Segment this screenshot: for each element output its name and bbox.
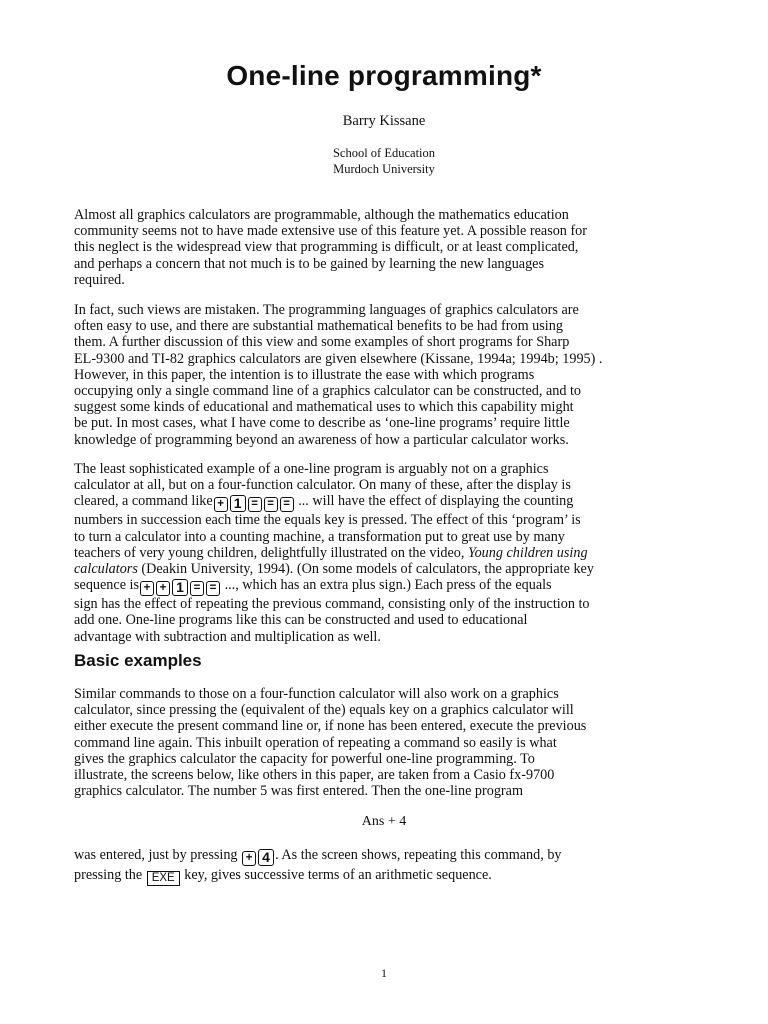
video-title: Young children using <box>468 544 588 561</box>
text-line: numbers in succession each time the equals key is pressed. The effect of this ‘program’ is <box>74 512 581 529</box>
paper-title: One-line programming* <box>226 60 542 91</box>
text-line: this neglect is the widespread view that programming is difficult, or at least complicated, <box>74 239 579 256</box>
paragraph-intro <box>74 207 700 288</box>
inline-text: pressing the <box>74 867 146 883</box>
text-line: be put. In most cases, what I have come to describe as ‘one-line programs’ require little <box>74 415 570 432</box>
inline-text: (Deakin University, 1994). (On some models of calculators, the appropriate key <box>137 561 594 578</box>
paragraph-views <box>74 302 700 448</box>
text-line: knowledge of programming beyond an awareness of how a particular calculator works. <box>74 431 569 448</box>
text-line: graphics calculator. The number 5 was first entered. Then the one-line program <box>74 783 523 800</box>
equals-key: = <box>206 581 220 596</box>
plus-key: + <box>214 497 228 512</box>
exe-key: EXE <box>147 871 180 886</box>
text-line-with-keys <box>74 577 700 596</box>
text-line: Almost all graphics calculators are programmable, although the mathematics education <box>74 207 569 223</box>
text-line: calculator at all, but on a four-function calculator. On many of these, after the display is <box>74 477 571 494</box>
affiliation-line: School of Education <box>332 146 436 160</box>
text-line: Similar commands to those on a four-function calculator will also work on a graphics <box>74 686 559 702</box>
plus-key: + <box>156 581 170 596</box>
inline-text: sequence is <box>74 577 140 594</box>
text-line: community seems not to have made extensive use of this feature yet. A possible reason for <box>74 223 587 240</box>
plus-key: + <box>242 851 256 866</box>
four-key: 4 <box>258 849 274 866</box>
text-line: advantage with subtraction and multiplication as well. <box>74 628 381 645</box>
video-title: calculators <box>74 561 138 578</box>
inline-text: teachers of very young children, delightfully illustrated on the video, <box>74 544 468 561</box>
text-line: In fact, such views are mistaken. The programming languages of graphics calculators are <box>74 302 579 318</box>
paragraph-ans <box>74 846 700 886</box>
author-name: Barry Kissane <box>342 113 426 129</box>
inline-text: ... will have the effect of displaying the counting <box>294 493 574 510</box>
text-line <box>74 545 700 561</box>
text-line: sign has the effect of repeating the previous command, consisting only of the instruction to <box>74 596 590 613</box>
text-line: either execute the present command line or, if none has been entered, execute the previous <box>74 718 587 735</box>
text-line: gives the graphics calculator the capacity for powerful one-line programming. To <box>74 750 535 767</box>
text-line: them. A further discussion of this view and some examples of short programs for Sharp <box>74 334 570 351</box>
equals-key: = <box>248 497 262 512</box>
text-line: However, in this paper, the intention is to illustrate the ease with which programs <box>74 366 535 383</box>
text-line: and perhaps a concern that not much is to be gained by learning the new languages <box>74 255 545 272</box>
inline-text: ..., which has an extra plus sign.) Each press of the equals <box>221 577 552 594</box>
plus-key: + <box>140 581 154 596</box>
text-line: The least sophisticated example of a one-line program is arguably not on a graphics <box>74 461 549 477</box>
text-line <box>74 561 700 577</box>
text-line: occupying only a single command line of a graphics calculator can be constructed, and to <box>74 383 582 400</box>
text-line: add one. One-line programs like this can be constructed and used to educational <box>74 612 528 629</box>
equals-key: = <box>264 497 278 512</box>
text-line: suggest some kinds of educational and mathematical uses to which this capability might <box>74 399 574 416</box>
affiliation-line: Murdoch University <box>333 162 435 176</box>
inline-text: . As the screen shows, repeating this command, by <box>275 847 562 863</box>
equals-key: = <box>280 497 294 512</box>
text-line: often easy to use, and there are substantial mathematical benefits to be had from using <box>74 318 563 335</box>
affiliation <box>0 145 768 177</box>
one-key: 1 <box>230 495 246 512</box>
text-line: EL-9300 and TI-82 graphics calculators are given elsewhere (Kissane, 1994a; 1994b; 1995) . <box>74 350 603 367</box>
text-line-with-keys <box>74 846 700 866</box>
inline-text: was entered, just by pressing <box>74 847 242 863</box>
text-line: calculator, since pressing the (equivalent of the) equals key on a graphics calculator will <box>74 702 574 719</box>
text-line: to turn a calculator into a counting machine, a transformation put to great use by many <box>74 528 565 545</box>
text-line-with-keys <box>74 866 700 886</box>
one-key: 1 <box>172 579 188 596</box>
text-line: illustrate, the screens below, like others in this paper, are taken from a Casio fx-9700 <box>74 767 555 784</box>
text-line: required. <box>74 271 125 288</box>
text-line: command line again. This inbuilt operation of repeating a command so easily is what <box>74 734 557 751</box>
paragraph-four-function <box>74 461 700 645</box>
inline-text: cleared, a command like <box>74 493 213 510</box>
section-heading: Basic examples <box>74 651 202 670</box>
program-formula: Ans + 4 <box>361 814 407 829</box>
text-line-with-keys <box>74 493 700 512</box>
paragraph-basic-examples <box>74 686 700 799</box>
inline-text: key, gives successive terms of an arithmetic sequence. <box>180 867 492 883</box>
page-number: 1 <box>381 966 387 980</box>
equals-key: = <box>190 581 204 596</box>
